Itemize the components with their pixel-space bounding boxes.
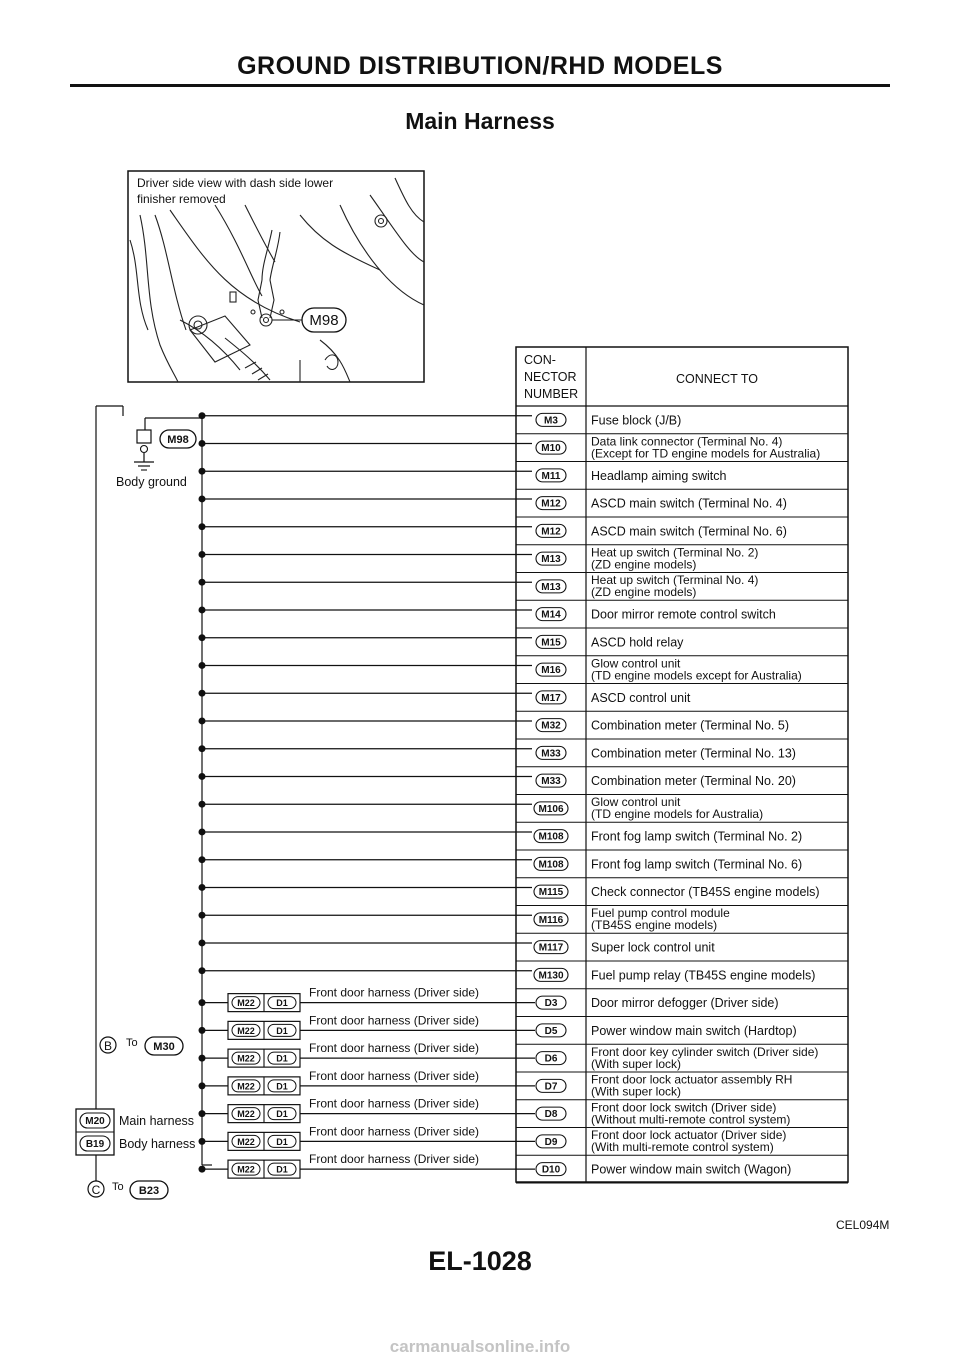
connect-to-text: (ZD engine models) — [591, 557, 697, 572]
table-row — [516, 1045, 848, 1072]
connector-tag-label: M12 — [541, 526, 561, 538]
door-branch — [228, 1041, 479, 1067]
connector-tag-label: M32 — [541, 720, 561, 732]
table-header-connector-1: CON- — [524, 353, 556, 367]
table-row — [516, 746, 848, 766]
connector-tag-label: M33 — [541, 776, 561, 788]
connector-tag-label: D6 — [544, 1053, 558, 1065]
table-row — [516, 885, 848, 905]
connect-to-text: Check connector (TB45S engine models) — [591, 885, 820, 900]
door-branch-to: D1 — [276, 1081, 288, 1092]
connect-to-text: Headlamp aiming switch — [591, 468, 727, 483]
legend-main-tag-label: M20 — [85, 1116, 105, 1127]
table-row — [516, 608, 848, 628]
table-row — [516, 1163, 848, 1183]
table-row — [516, 968, 848, 988]
connector-tag-label: M14 — [541, 609, 561, 621]
door-branch-to: D1 — [276, 998, 288, 1009]
door-branch-label: Front door harness (Driver side) — [309, 1013, 480, 1028]
table-row — [516, 469, 848, 489]
connect-to-text: Front fog lamp switch (Terminal No. 6) — [591, 857, 803, 872]
connect-to-text: (With super lock) — [591, 1084, 682, 1099]
connector-tag-label: D8 — [544, 1109, 558, 1121]
connector-tag-label: M106 — [538, 803, 564, 815]
table-header-connector-3: NUMBER — [524, 387, 579, 401]
table-row — [516, 857, 848, 877]
table-row — [516, 635, 848, 655]
door-branch-from: M22 — [237, 1053, 255, 1064]
m98-callout-label: M98 — [309, 312, 339, 329]
table-row — [516, 573, 848, 600]
door-branch-label: Front door harness (Driver side) — [309, 1124, 480, 1139]
connector-tag-label: M130 — [538, 970, 564, 982]
connect-to-text: Front door lock switch (Driver side) — [591, 1100, 777, 1115]
connect-to-text: ASCD control unit — [591, 690, 691, 705]
door-branch-from: M22 — [237, 1109, 255, 1120]
door-branch-to: D1 — [276, 1109, 288, 1120]
connect-to-text: Front fog lamp switch (Terminal No. 2) — [591, 829, 803, 844]
connector-tag-label: D7 — [544, 1081, 558, 1093]
legend-c-to: To — [112, 1181, 124, 1193]
table-row — [516, 1024, 848, 1044]
connect-to-text: Power window main switch (Wagon) — [591, 1162, 792, 1177]
connector-tag-label: D3 — [544, 998, 558, 1010]
connect-to-text: Front door lock actuator assembly RH — [591, 1072, 793, 1087]
table-header-connect-to: CONNECT TO — [676, 372, 758, 386]
table-row — [516, 906, 848, 933]
connect-to-text: (ZD engine models) — [591, 585, 697, 599]
connector-tag-label: D9 — [544, 1136, 558, 1148]
connector-tag-label: D10 — [541, 1164, 561, 1176]
connect-to-text: (Except for TD engine models for Australia) — [591, 446, 821, 461]
legend-harness — [76, 1109, 195, 1155]
table-row — [516, 719, 848, 739]
section-title: Main Harness — [405, 108, 555, 134]
connect-to-text: Power window main switch (Hardtop) — [591, 1023, 797, 1038]
connect-to-text: (With super lock) — [591, 1056, 682, 1071]
connector-tag-label: M17 — [541, 692, 561, 704]
table-row — [516, 996, 848, 1016]
connect-to-text: Front door lock actuator (Driver side) — [591, 1128, 787, 1142]
table-row — [516, 497, 848, 517]
connect-to-text: Heat up switch (Terminal No. 4) — [591, 573, 759, 587]
door-branch — [228, 1069, 479, 1095]
table-rows — [199, 412, 849, 1183]
table-row — [516, 524, 848, 544]
door-branch-label: Front door harness (Driver side) — [309, 985, 480, 1000]
legend-main-label: Main harness — [119, 1114, 195, 1128]
connector-tag-label: M13 — [541, 581, 561, 593]
door-branch-to: D1 — [276, 1164, 288, 1175]
connect-to-text: ASCD hold relay — [591, 635, 684, 650]
connect-to-text: (With multi-remote control system) — [591, 1140, 774, 1154]
connector-tag-label: M116 — [538, 914, 564, 926]
connect-to-text: Glow control unit — [591, 656, 681, 671]
connector-tag-label: M12 — [541, 498, 561, 510]
table-row — [516, 545, 848, 572]
connector-tag-label: M108 — [538, 831, 564, 843]
ground-terminal-eye — [141, 446, 148, 453]
table-row — [516, 413, 848, 433]
connector-tag-label: M13 — [541, 554, 561, 566]
connector-tag-label: M108 — [538, 859, 564, 871]
connector-tag-label: M16 — [541, 665, 561, 677]
page-number: EL-1028 — [428, 1246, 532, 1276]
connect-to-text: Fuel pump relay (TB45S engine models) — [591, 968, 816, 983]
door-branch-label: Front door harness (Driver side) — [309, 1152, 480, 1167]
door-branch-from: M22 — [237, 1164, 255, 1175]
legend-c — [88, 1180, 168, 1199]
table-row — [516, 1100, 848, 1127]
connect-to-text: Front door key cylinder switch (Driver side) — [591, 1044, 819, 1059]
legend-b-letter: B — [103, 1039, 113, 1053]
connector-tag-label: D5 — [544, 1025, 558, 1037]
page-header-title: GROUND DISTRIBUTION/RHD MODELS — [237, 52, 723, 80]
connect-to-text: Door mirror defogger (Driver side) — [591, 996, 779, 1011]
door-branch-from: M22 — [237, 1081, 255, 1092]
watermark: carmanualsonline.info — [389, 1337, 571, 1356]
ground-terminal-box — [137, 430, 151, 443]
door-branch — [228, 1097, 479, 1123]
door-branch-to: D1 — [276, 1025, 288, 1036]
table-row — [516, 434, 848, 461]
table-row — [516, 1073, 848, 1100]
illustration-caption-line2: finisher removed — [137, 192, 226, 206]
legend-c-connector: B23 — [138, 1185, 160, 1197]
door-branch-from: M22 — [237, 998, 255, 1009]
connect-to-text: Glow control unit — [591, 795, 681, 809]
ground-connector-symbol — [116, 430, 196, 489]
legend-c-letter: C — [91, 1183, 101, 1197]
connector-tag-label: M15 — [541, 637, 561, 649]
connect-to-text: Super lock control unit — [591, 940, 715, 955]
door-branch-label: Front door harness (Driver side) — [309, 1068, 480, 1083]
connector-tag-label: M115 — [538, 887, 564, 899]
table-row — [516, 795, 848, 822]
legend-body-tag-label: B19 — [85, 1139, 105, 1150]
connect-to-text: Heat up switch (Terminal No. 2) — [591, 545, 759, 560]
connect-to-text: Combination meter (Terminal No. 20) — [591, 774, 796, 789]
connect-to-text: (TD engine models except for Australia) — [591, 668, 802, 683]
figure-code: CEL094M — [836, 1218, 890, 1232]
door-branch — [228, 986, 479, 1012]
connect-to-text: Fuel pump control module — [591, 906, 730, 920]
legend-b — [100, 1037, 183, 1055]
ground-connector-tag-label: M98 — [167, 434, 189, 446]
connect-to-text: (TB45S engine models) — [591, 918, 718, 932]
connector-tag-label: M3 — [544, 415, 558, 427]
driver-side-illustration — [128, 171, 424, 382]
door-branch — [228, 1013, 479, 1039]
legend-b-to: To — [126, 1037, 138, 1049]
connect-to-text: Combination meter (Terminal No. 13) — [591, 746, 796, 761]
table-row — [516, 941, 848, 961]
ground-tree — [96, 406, 535, 1183]
connector-tag-label: M10 — [541, 443, 561, 455]
legend-body-label: Body harness — [119, 1137, 196, 1151]
connect-to-text: (TD engine models for Australia) — [591, 807, 764, 821]
legend-b-connector: M30 — [153, 1041, 175, 1053]
door-branch-to: D1 — [276, 1136, 288, 1147]
connector-tag-label: M117 — [538, 942, 564, 954]
connect-to-text: Combination meter (Terminal No. 5) — [591, 718, 789, 733]
table-row — [516, 691, 848, 711]
connect-to-text: (Without multi-remote control system) — [591, 1112, 791, 1127]
table-row — [516, 1128, 848, 1155]
door-branch-to: D1 — [276, 1053, 288, 1064]
connect-to-text: Data link connector (Terminal No. 4) — [591, 434, 783, 449]
illustration-caption-line1: Driver side view with dash side lower — [137, 176, 334, 190]
door-branch-label: Front door harness (Driver side) — [309, 1041, 480, 1056]
table-row — [516, 830, 848, 850]
connector-tag-label: M33 — [541, 748, 561, 760]
door-branch — [228, 1152, 479, 1178]
table-row — [516, 774, 848, 794]
table-row — [516, 656, 848, 683]
door-branch-from: M22 — [237, 1025, 255, 1036]
connect-to-text: Fuse block (J/B) — [591, 413, 682, 428]
connect-to-text: Door mirror remote control switch — [591, 607, 776, 622]
body-ground-label: Body ground — [116, 475, 187, 489]
door-branch-from: M22 — [237, 1136, 255, 1147]
connector-tag-label: M11 — [541, 470, 561, 482]
connect-to-text: ASCD main switch (Terminal No. 6) — [591, 524, 787, 539]
door-branch-label: Front door harness (Driver side) — [309, 1096, 480, 1111]
door-branch — [228, 1124, 479, 1150]
connect-to-text: ASCD main switch (Terminal No. 4) — [591, 496, 787, 511]
table-header-connector-2: NECTOR — [524, 370, 577, 384]
